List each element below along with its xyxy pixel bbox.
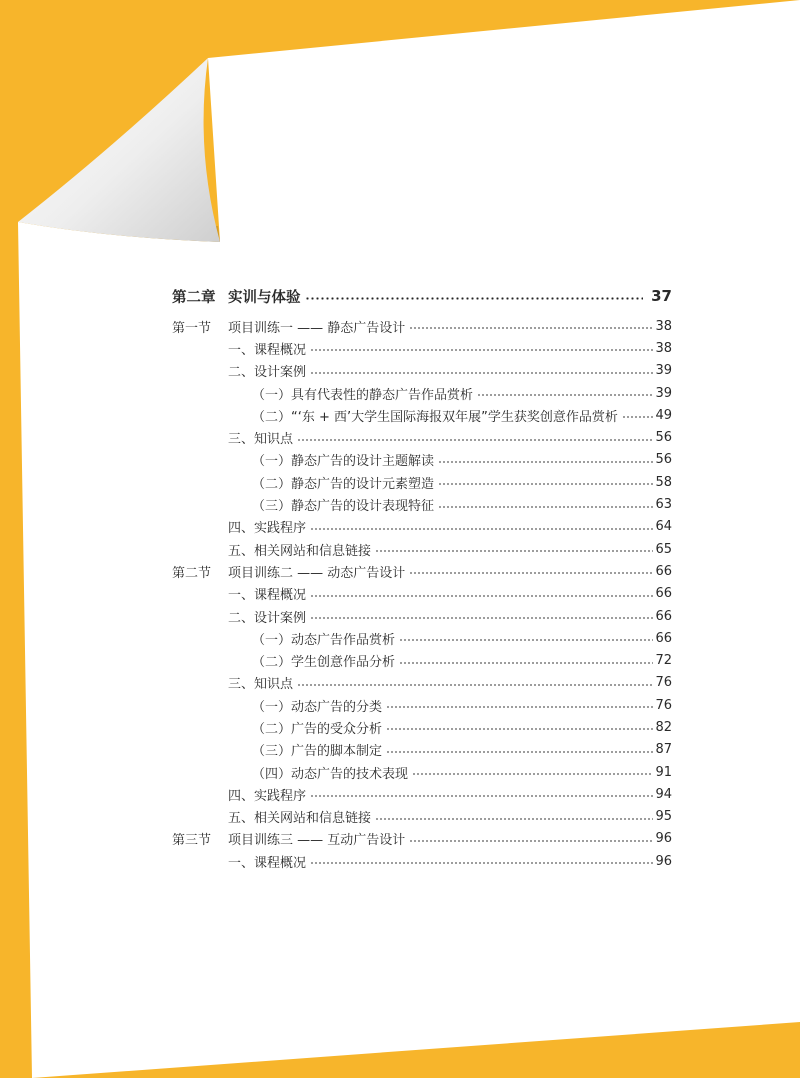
table-of-contents	[172, 283, 672, 872]
leader-dots	[297, 684, 653, 686]
toc-title: 二、设计案例	[228, 610, 307, 626]
toc-item[interactable]	[172, 694, 672, 716]
page-number: 49	[655, 407, 672, 423]
toc-entries	[172, 315, 672, 872]
leader-dots	[386, 751, 653, 753]
toc-title: （三）广告的脚本制定	[252, 744, 383, 760]
toc-title: （一）静态广告的设计主题解读	[252, 454, 435, 470]
toc-title: 三、知识点	[228, 677, 294, 693]
page-number: 95	[655, 809, 672, 825]
chapter-number: 第二章	[172, 289, 216, 306]
toc-title: （一）具有代表性的静态广告作品赏析	[252, 387, 474, 403]
toc-title: 五、相关网站和信息链接	[228, 811, 372, 827]
leader-dots	[409, 572, 653, 574]
toc-item[interactable]	[172, 739, 672, 761]
page-number: 76	[655, 675, 672, 691]
leader-dots	[375, 818, 653, 820]
page-number: 96	[655, 853, 672, 869]
chapter-heading[interactable]	[172, 283, 672, 309]
leader-dots	[310, 528, 653, 530]
page-number: 96	[655, 831, 672, 847]
toc-item[interactable]	[172, 471, 672, 493]
toc-item[interactable]	[172, 404, 672, 426]
toc-item[interactable]	[172, 382, 672, 404]
leader-dots	[438, 506, 653, 508]
page-number: 66	[655, 586, 672, 602]
toc-title: 一、课程概况	[228, 588, 307, 604]
toc-title: （三）静态广告的设计表现特征	[252, 499, 435, 515]
toc-title: （二）学生创意作品分析	[252, 655, 396, 671]
toc-item[interactable]	[172, 716, 672, 738]
toc-title: 一、课程概况	[228, 855, 307, 871]
leader-dots	[622, 416, 654, 418]
leader-dots	[310, 372, 653, 374]
page-number: 66	[655, 630, 672, 646]
toc-section[interactable]	[172, 560, 672, 582]
toc-item[interactable]	[172, 360, 672, 382]
toc-title: （二）静态广告的设计元素塑造	[252, 476, 435, 492]
page-number: 72	[655, 653, 672, 669]
page-number: 66	[655, 608, 672, 624]
leader-dots	[375, 550, 653, 552]
toc-item[interactable]	[172, 583, 672, 605]
page-number: 82	[655, 719, 672, 735]
page-number: 64	[655, 519, 672, 535]
toc-section[interactable]	[172, 315, 672, 337]
toc-title: 四、实践程序	[228, 521, 307, 537]
page-number: 39	[655, 363, 672, 379]
toc-item[interactable]	[172, 783, 672, 805]
toc-item[interactable]	[172, 493, 672, 515]
page-curl	[18, 58, 220, 242]
page-number: 91	[655, 764, 672, 780]
toc-title: 项目训练一 —— 静态广告设计	[228, 320, 406, 336]
page-number: 65	[655, 541, 672, 557]
page-number: 87	[655, 742, 672, 758]
toc-item[interactable]	[172, 672, 672, 694]
leader-dots	[310, 595, 653, 597]
leader-dots	[477, 394, 653, 396]
page-number: 56	[655, 430, 672, 446]
page-number: 38	[655, 318, 672, 334]
toc-title: 二、设计案例	[228, 365, 307, 381]
page-number: 76	[655, 697, 672, 713]
toc-title: （一）动态广告的分类	[252, 699, 383, 715]
section-number: 第一节	[172, 320, 212, 336]
toc-title: 项目训练二 —— 动态广告设计	[228, 565, 406, 581]
toc-item[interactable]	[172, 627, 672, 649]
leader-dots	[409, 327, 653, 329]
page-number: 63	[655, 497, 672, 513]
toc-section[interactable]	[172, 828, 672, 850]
leader-dots	[399, 639, 653, 641]
toc-item[interactable]	[172, 761, 672, 783]
toc-title: 项目训练三 —— 互动广告设计	[228, 833, 406, 849]
page-number: 58	[655, 474, 672, 490]
toc-item[interactable]	[172, 649, 672, 671]
toc-item[interactable]	[172, 337, 672, 359]
leader-dots	[297, 439, 653, 441]
toc-item[interactable]	[172, 605, 672, 627]
leader-dots	[438, 483, 653, 485]
leader-dots	[310, 862, 653, 864]
toc-title: （四）动态广告的技术表现	[252, 766, 409, 782]
section-number: 第二节	[172, 565, 212, 581]
toc-item[interactable]	[172, 516, 672, 538]
toc-item[interactable]	[172, 850, 672, 872]
toc-title: 一、课程概况	[228, 342, 307, 358]
toc-item[interactable]	[172, 449, 672, 471]
toc-item[interactable]	[172, 806, 672, 828]
page-number: 94	[655, 786, 672, 802]
toc-title: （二）“‘东 + 西’大学生国际海报双年展”学生获奖创意作品赏析	[252, 409, 618, 425]
leader-dots	[386, 706, 653, 708]
toc-title: （一）动态广告作品赏析	[252, 632, 396, 648]
toc-item[interactable]	[172, 426, 672, 448]
leader-dots	[409, 840, 653, 842]
leader-dots	[386, 728, 653, 730]
toc-title: 四、实践程序	[228, 788, 307, 804]
leader-dots	[438, 461, 653, 463]
page-number: 38	[655, 340, 672, 356]
chapter-title: 实训与体验	[228, 289, 301, 306]
toc-title: 三、知识点	[228, 432, 294, 448]
toc-item[interactable]	[172, 538, 672, 560]
toc-title: 五、相关网站和信息链接	[228, 543, 372, 559]
section-number: 第三节	[172, 833, 212, 849]
leader-dots	[399, 662, 653, 664]
leader-dots	[305, 297, 644, 300]
chapter-page: 37	[651, 287, 672, 305]
page-number: 39	[655, 385, 672, 401]
leader-dots	[310, 617, 653, 619]
toc-title: （二）广告的受众分析	[252, 721, 383, 737]
page-number: 66	[655, 563, 672, 579]
leader-dots	[412, 773, 653, 775]
leader-dots	[310, 349, 653, 351]
page-number: 56	[655, 452, 672, 468]
leader-dots	[310, 795, 653, 797]
